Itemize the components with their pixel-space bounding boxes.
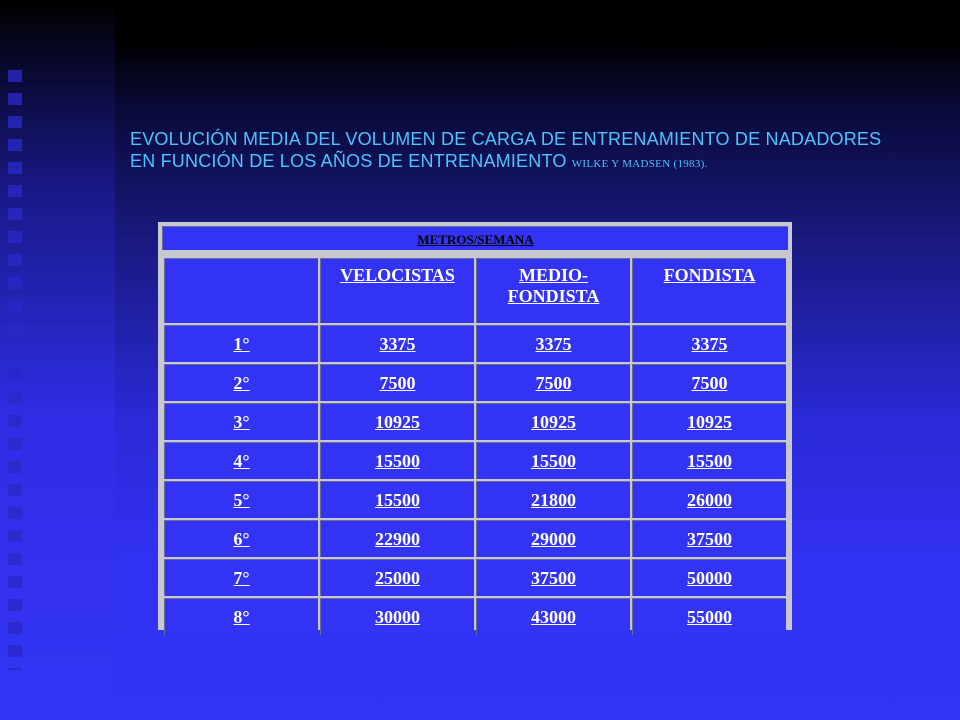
table-cell: 43000 (476, 598, 630, 635)
table-row (164, 364, 786, 401)
slide-title-main: EVOLUCIÓN MEDIA DEL VOLUMEN DE CARGA DE ENTRENAMIENTO DE NADADORES EN FUNCIÓN DE LOS AÑOS DE ENTRENAMIENTO (130, 129, 882, 171)
table-cell: 25000 (320, 559, 474, 596)
table-cell: 10925 (476, 403, 630, 440)
table-header-row (164, 258, 786, 323)
slide-title (130, 128, 910, 175)
table-cell: 30000 (320, 598, 474, 635)
table-cell: 15500 (320, 442, 474, 479)
table-row (164, 559, 786, 596)
row-label: 1° (164, 325, 318, 362)
table-cell: 7500 (632, 364, 786, 401)
left-decorative-strip (0, 0, 115, 720)
table-body (162, 256, 788, 637)
header-cell-fondista: FONDISTA (632, 258, 786, 323)
top-bar (115, 0, 960, 42)
row-label: 8° (164, 598, 318, 635)
header-cell-medio-fondista: MEDIO-FONDISTA (476, 258, 630, 323)
table-row (164, 598, 786, 635)
table-cell: 55000 (632, 598, 786, 635)
header-cell-empty (164, 258, 318, 323)
table-cell: 3375 (320, 325, 474, 362)
table-cell: 7500 (320, 364, 474, 401)
table-cell: 15500 (476, 442, 630, 479)
table-cell: 10925 (320, 403, 474, 440)
table-row (164, 481, 786, 518)
table-row (164, 325, 786, 362)
table-row (164, 520, 786, 557)
row-label: 6° (164, 520, 318, 557)
header-cell-velocistas: VELOCISTAS (320, 258, 474, 323)
table-cell: 7500 (476, 364, 630, 401)
table-cell: 3375 (476, 325, 630, 362)
table-cell: 3375 (632, 325, 786, 362)
table-row (164, 403, 786, 440)
table-caption: METROS/SEMANA (162, 226, 788, 250)
table-cell: 29000 (476, 520, 630, 557)
row-label: 3° (164, 403, 318, 440)
decorative-squares (8, 70, 22, 670)
row-label: 2° (164, 364, 318, 401)
slide-title-citation: WILKE Y MADSEN (1983). (571, 158, 708, 170)
row-label: 4° (164, 442, 318, 479)
table-cell: 10925 (632, 403, 786, 440)
table-cell: 22900 (320, 520, 474, 557)
table-cell: 37500 (632, 520, 786, 557)
table-cell: 37500 (476, 559, 630, 596)
data-table (158, 222, 792, 630)
table-cell: 15500 (632, 442, 786, 479)
table-cell: 15500 (320, 481, 474, 518)
row-label: 7° (164, 559, 318, 596)
table-cell: 26000 (632, 481, 786, 518)
table-row (164, 442, 786, 479)
table-cell: 21800 (476, 481, 630, 518)
row-label: 5° (164, 481, 318, 518)
table-cell: 50000 (632, 559, 786, 596)
